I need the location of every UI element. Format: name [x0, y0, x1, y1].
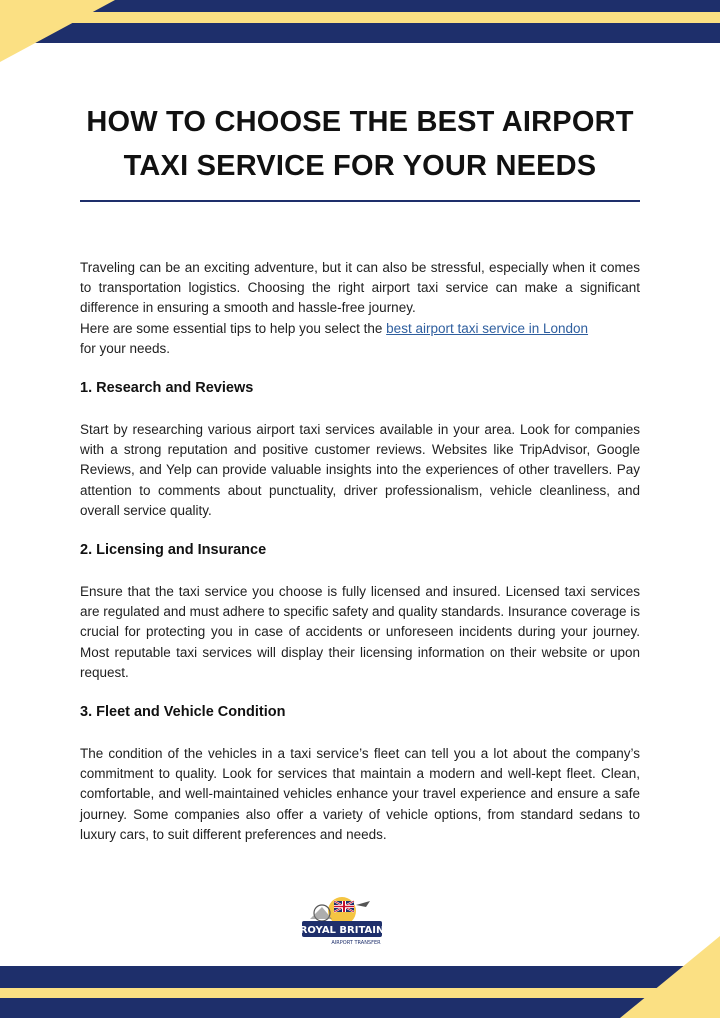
page-title — [40, 100, 680, 188]
bottom-yellow-band — [0, 988, 720, 998]
section-3-body: The condition of the vehicles in a taxi service’s fleet can tell you a lot about the company’s commitment to quality. Look for services that maintain a modern and well-kept fleet. Clean, comfortable, and well-maintained vehicles enhance your travel experience and ensure a safe journey. Some companies also offer a variety of vehicle options, from standard sedans to luxury cars, to suit different preferences and needs. — [80, 746, 640, 842]
best-taxi-london-link[interactable]: best airport taxi service in London — [386, 320, 589, 336]
section-1-body: Start by researching various airport taxi services available in your area. Look for companies with a strong reputation and positive customer reviews. Websites like TripAdvisor, Google Reviews, and Yelp can provide valuable insights into the experiences of other travellers. Pay attention to comments about punctuality, driver professionalism, vehicle cleanliness, and overall service quality. — [80, 422, 640, 518]
royal-britain-logo — [300, 893, 384, 949]
logo-text: ROYAL BRITAIN — [300, 925, 384, 936]
top-left-corner-accent — [0, 0, 115, 62]
intro-paragraph-1: Traveling can be an exciting adventure, but it can also be stressful, especially when it comes to transportation logistics. Choosing the right airport taxi service can make a significant difference in ensuring a smooth and hassle-free journey. — [80, 260, 640, 316]
section-2-body: Ensure that the taxi service you choose is fully licensed and insured. Licensed taxi services are regulated and must adhere to specific safety and quality standards. Insurance coverage is crucial for protecting you in case of accidents or unforeseen incidents during your journey. Most reputable taxi services will display their licensing information on their website or upon request. — [80, 584, 640, 680]
bottom-navy-band-2 — [0, 998, 720, 1018]
intro-paragraph-2 — [80, 319, 640, 359]
section-3-heading: 3. Fleet and Vehicle Condition — [80, 704, 286, 721]
intro-p2-before: Here are some essential tips to help you select the — [80, 320, 387, 336]
bottom-right-corner-accent — [620, 936, 720, 1018]
section-1-heading: 1. Research and Reviews — [80, 380, 254, 397]
title-divider — [80, 200, 640, 202]
intro-p2-after: for your needs. — [80, 340, 171, 356]
logo-subtext: AIRPORT TRANSFER — [331, 940, 381, 946]
article-body — [80, 258, 640, 845]
title-line-1: HOW TO CHOOSE THE BEST AIRPORT — [86, 106, 634, 138]
title-line-2: TAXI SERVICE FOR YOUR NEEDS — [123, 150, 597, 182]
section-2-heading: 2. Licensing and Insurance — [80, 542, 267, 559]
bottom-navy-band — [0, 966, 720, 988]
